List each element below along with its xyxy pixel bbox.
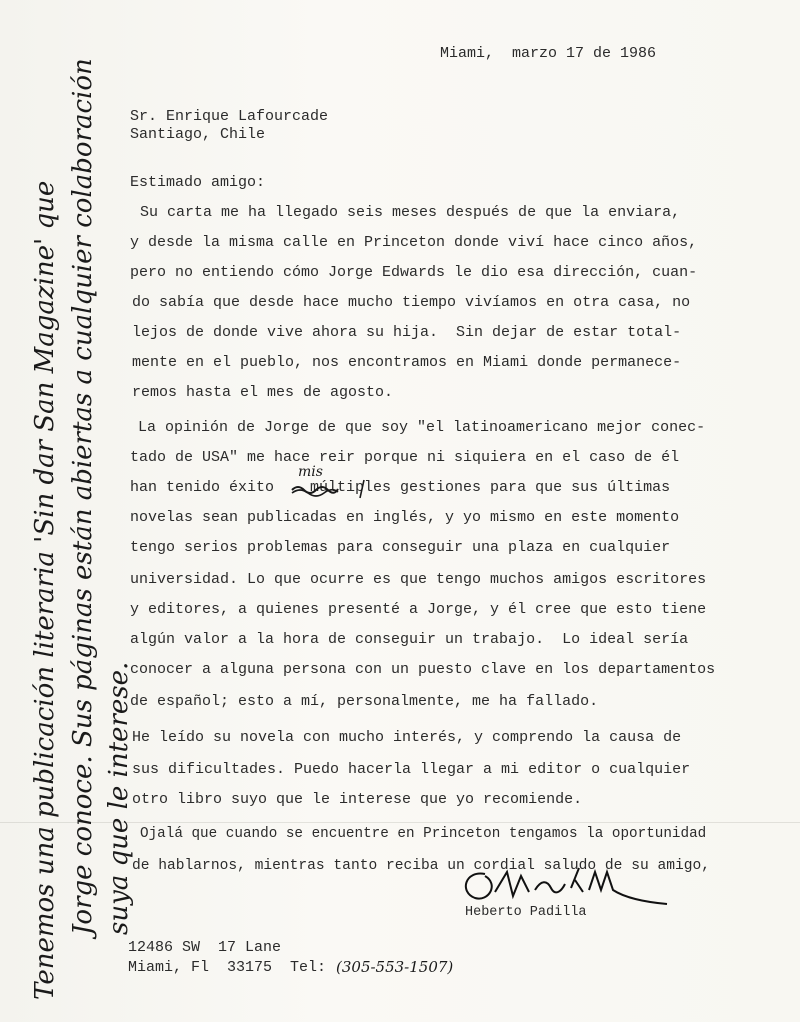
signer-name: Heberto Padilla	[465, 905, 587, 920]
body-line: tengo serios problemas para conseguir una plaza en cualquier	[130, 539, 671, 556]
recipient-name: Sr. Enrique Lafourcade	[130, 108, 329, 125]
body-line: de español; esto a mí, personalmente, me ha fallado.	[130, 693, 599, 710]
margin-note-line-1: Tenemos una publicación literaria 'Sin dar San Magazine' que	[30, 180, 60, 1000]
body-line: sus dificultades. Puedo hacerla llegar a mi editor o cualquier	[132, 761, 691, 778]
body-line: Ojalá que cuando se encuentre en Princeton tengamos la oportunidad	[140, 826, 707, 842]
body-line: do sabía que desde hace mucho tiempo vivíamos en otra casa, no	[132, 294, 691, 311]
body-line: La opinión de Jorge de que soy "el latinoamericano mejor conec-	[138, 419, 706, 436]
salutation: Estimado amigo:	[130, 174, 266, 191]
letter-date: Miami, marzo 17 de 1986	[440, 45, 657, 62]
margin-note-line-2: Jorge conoce. Sus páginas están abiertas a cualquier colaboración	[68, 58, 98, 935]
body-line: pero no entiendo cómo Jorge Edwards le dio esa dirección, cuan-	[130, 264, 698, 281]
body-line: lejos de donde vive ahora su hija. Sin dejar de estar total-	[132, 324, 682, 341]
recipient-city: Santiago, Chile	[130, 126, 266, 143]
body-line: y editores, a quienes presenté a Jorge, y él cree que esto tiene	[130, 601, 707, 618]
body-line: universidad. Lo que ocurre es que tengo muchos amigos escritores	[130, 571, 707, 588]
body-line: algún valor a la hora de conseguir un trabajo. Lo ideal sería	[130, 631, 689, 648]
insertion-caret	[358, 480, 368, 500]
strikeout-scribble	[290, 478, 340, 502]
handwritten-insert: mis	[298, 464, 323, 480]
body-line: de hablarnos, mientras tanto reciba un cordial saludo de su amigo,	[132, 858, 711, 874]
body-line: han tenido éxito múltiples gestiones para que sus últimas	[130, 479, 671, 496]
address-city-tel: Miami, Fl 33175 Tel:	[128, 959, 327, 976]
body-line: remos hasta el mes de agosto.	[132, 384, 394, 401]
body-line: otro libro suyo que le interese que yo recomiende.	[132, 791, 583, 808]
address-street: 12486 SW 17 Lane	[128, 939, 282, 956]
phone-number: (305-553-1507)	[336, 958, 454, 976]
margin-note-line-3: suya que le interese.	[104, 661, 134, 935]
body-line: novelas sean publicadas en inglés, y yo mismo en este momento	[130, 509, 680, 526]
body-line: Su carta me ha llegado seis meses después de que la enviara,	[140, 204, 681, 221]
body-line: mente en el pueblo, nos encontramos en Miami donde permanece-	[132, 354, 682, 371]
body-line: y desde la misma calle en Princeton donde viví hace cinco años,	[130, 234, 698, 251]
body-line: conocer a alguna persona con un puesto clave en los departamentos	[130, 661, 716, 678]
body-line: tado de USA" me hace reir porque ni siquiera en el caso de él	[130, 449, 680, 466]
body-line: He leído su novela con mucho interés, y comprendo la causa de	[132, 729, 682, 746]
